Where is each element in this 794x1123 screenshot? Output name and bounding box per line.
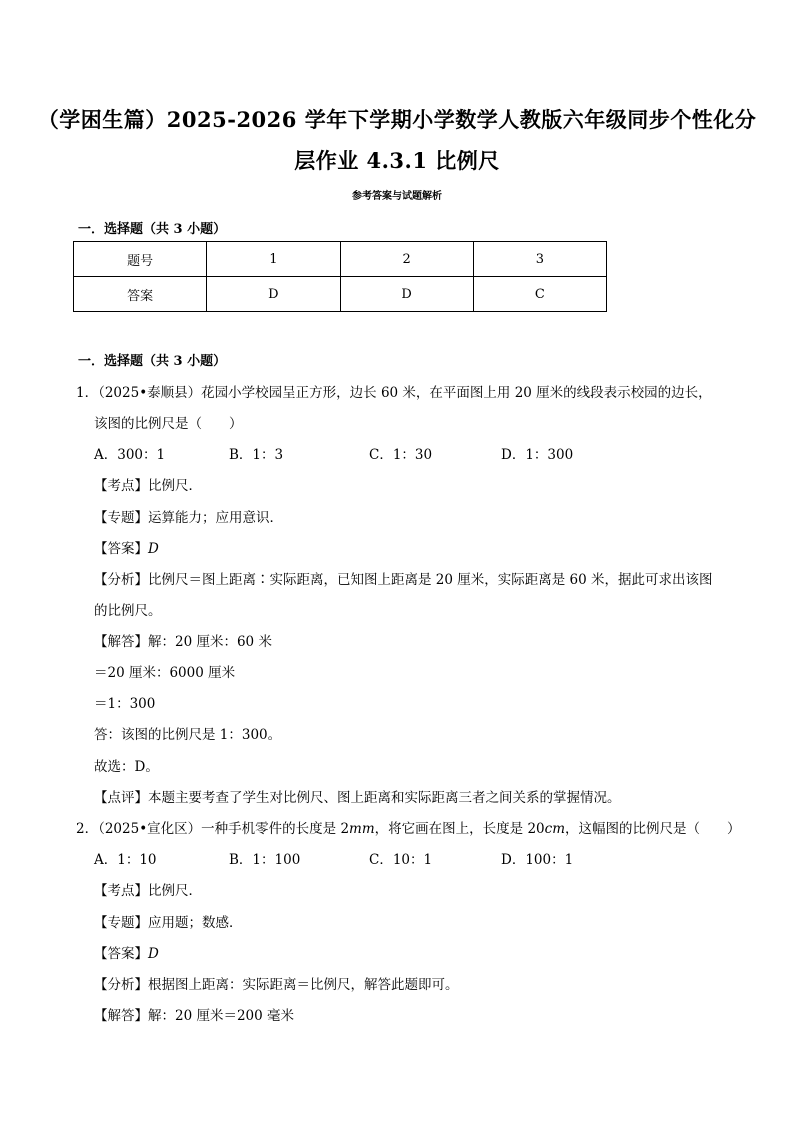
- solution-line: [94, 630, 272, 650]
- comment-line: [94, 786, 621, 806]
- option-b: B．1：100: [229, 852, 301, 868]
- document-subtitle: 参考答案与试题解析: [352, 191, 442, 202]
- answer-tag: 【答案】: [94, 541, 148, 557]
- kaodian-line: [94, 879, 202, 899]
- analysis-tag: 【分析】: [94, 977, 148, 993]
- zhuanti-line: [94, 911, 243, 931]
- analysis-line: [94, 973, 459, 993]
- kaodian-line: [94, 474, 202, 494]
- solution-text: 解：20 厘米：60 米: [148, 634, 272, 650]
- zhuanti-text: 应用题；数感．: [148, 915, 243, 931]
- option-d: D．100：1: [501, 852, 574, 868]
- table-cell: 题号: [74, 242, 207, 277]
- table-cell: 3: [473, 242, 606, 277]
- table-row: [74, 277, 607, 312]
- solution-line: [94, 1004, 294, 1024]
- solution-tag: 【解答】: [94, 634, 148, 650]
- solution-step: 故选：D。: [94, 759, 159, 775]
- document-title-line2: 层作业 4.3.1 比例尺: [294, 148, 500, 173]
- table-cell: C: [473, 277, 606, 312]
- option-a: A．1：10: [94, 852, 157, 868]
- option-d: D．1：300: [501, 447, 574, 463]
- zhuanti-text: 运算能力；应用意识．: [148, 510, 283, 526]
- answer-text: D: [148, 946, 159, 962]
- unit-mm: mm: [349, 821, 375, 837]
- kaodian-text: 比例尺．: [148, 883, 202, 899]
- solution-step: ＝1：300: [94, 696, 156, 712]
- question-stem: 该图的比例尺是（ ）: [94, 416, 243, 432]
- solution-text: 解：20 厘米＝200 毫米: [148, 1008, 295, 1024]
- section-heading: 一．选择题（共 3 小题）: [78, 354, 227, 369]
- comment-text: 本题主要考查了学生对比例尺、图上距离和实际距离三者之间关系的掌握情况。: [148, 790, 621, 806]
- question-stem: 1．（2025•泰顺县）花园小学校园呈正方形，边长 60 米，在平面图上用 20 厘米的线段表示校园的边长，: [76, 385, 712, 401]
- table-cell: D: [340, 277, 473, 312]
- kaodian-tag: 【考点】: [94, 478, 148, 494]
- table-cell: 1: [207, 242, 340, 277]
- solution-tag: 【解答】: [94, 1008, 148, 1024]
- solution-step: ＝20 厘米：6000 厘米: [94, 665, 236, 681]
- answer-text: D: [148, 541, 159, 557]
- answer-table: [73, 241, 607, 312]
- stem-part: 2．（2025•宣化区）一种手机零件的长度是 2: [76, 821, 350, 837]
- analysis-tag: 【分析】: [94, 572, 148, 588]
- kaodian-text: 比例尺．: [148, 478, 202, 494]
- answer-tag: 【答案】: [94, 946, 148, 962]
- table-cell: D: [207, 277, 340, 312]
- kaodian-tag: 【考点】: [94, 883, 148, 899]
- comment-tag: 【点评】: [94, 790, 148, 806]
- zhuanti-line: [94, 506, 283, 526]
- stem-part: ，将它画在图上，长度是 20: [374, 821, 545, 837]
- option-b: B．1：3: [229, 447, 284, 463]
- table-cell: 2: [340, 242, 473, 277]
- table-cell: 答案: [74, 277, 207, 312]
- question-stem: [76, 817, 741, 837]
- answer-line: [94, 537, 159, 557]
- option-a: A．300：1: [94, 447, 166, 463]
- analysis-text: 比例尺＝图上距离∶实际距离，已知图上距离是 20 厘米，实际距离是 60 米，据此可求出该图: [148, 572, 713, 588]
- analysis-text-cont: 的比例尺。: [94, 603, 162, 619]
- analysis-line: [94, 568, 713, 588]
- zhuanti-tag: 【专题】: [94, 915, 148, 931]
- option-c: C．1：30: [369, 447, 433, 463]
- answer-line: [94, 942, 159, 962]
- section-heading: 一．选择题（共 3 小题）: [78, 222, 227, 237]
- unit-cm: cm: [544, 821, 566, 837]
- stem-part: ，这幅图的比例尺是（ ）: [565, 821, 741, 837]
- table-row: [74, 242, 607, 277]
- option-c: C．10：1: [369, 852, 433, 868]
- document-title-line1: （学困生篇）2025-2026 学年下学期小学数学人教版六年级同步个性化分: [37, 107, 757, 132]
- solution-step: 答：该图的比例尺是 1：300。: [94, 727, 282, 743]
- zhuanti-tag: 【专题】: [94, 510, 148, 526]
- analysis-text: 根据图上距离：实际距离＝比例尺，解答此题即可。: [148, 977, 459, 993]
